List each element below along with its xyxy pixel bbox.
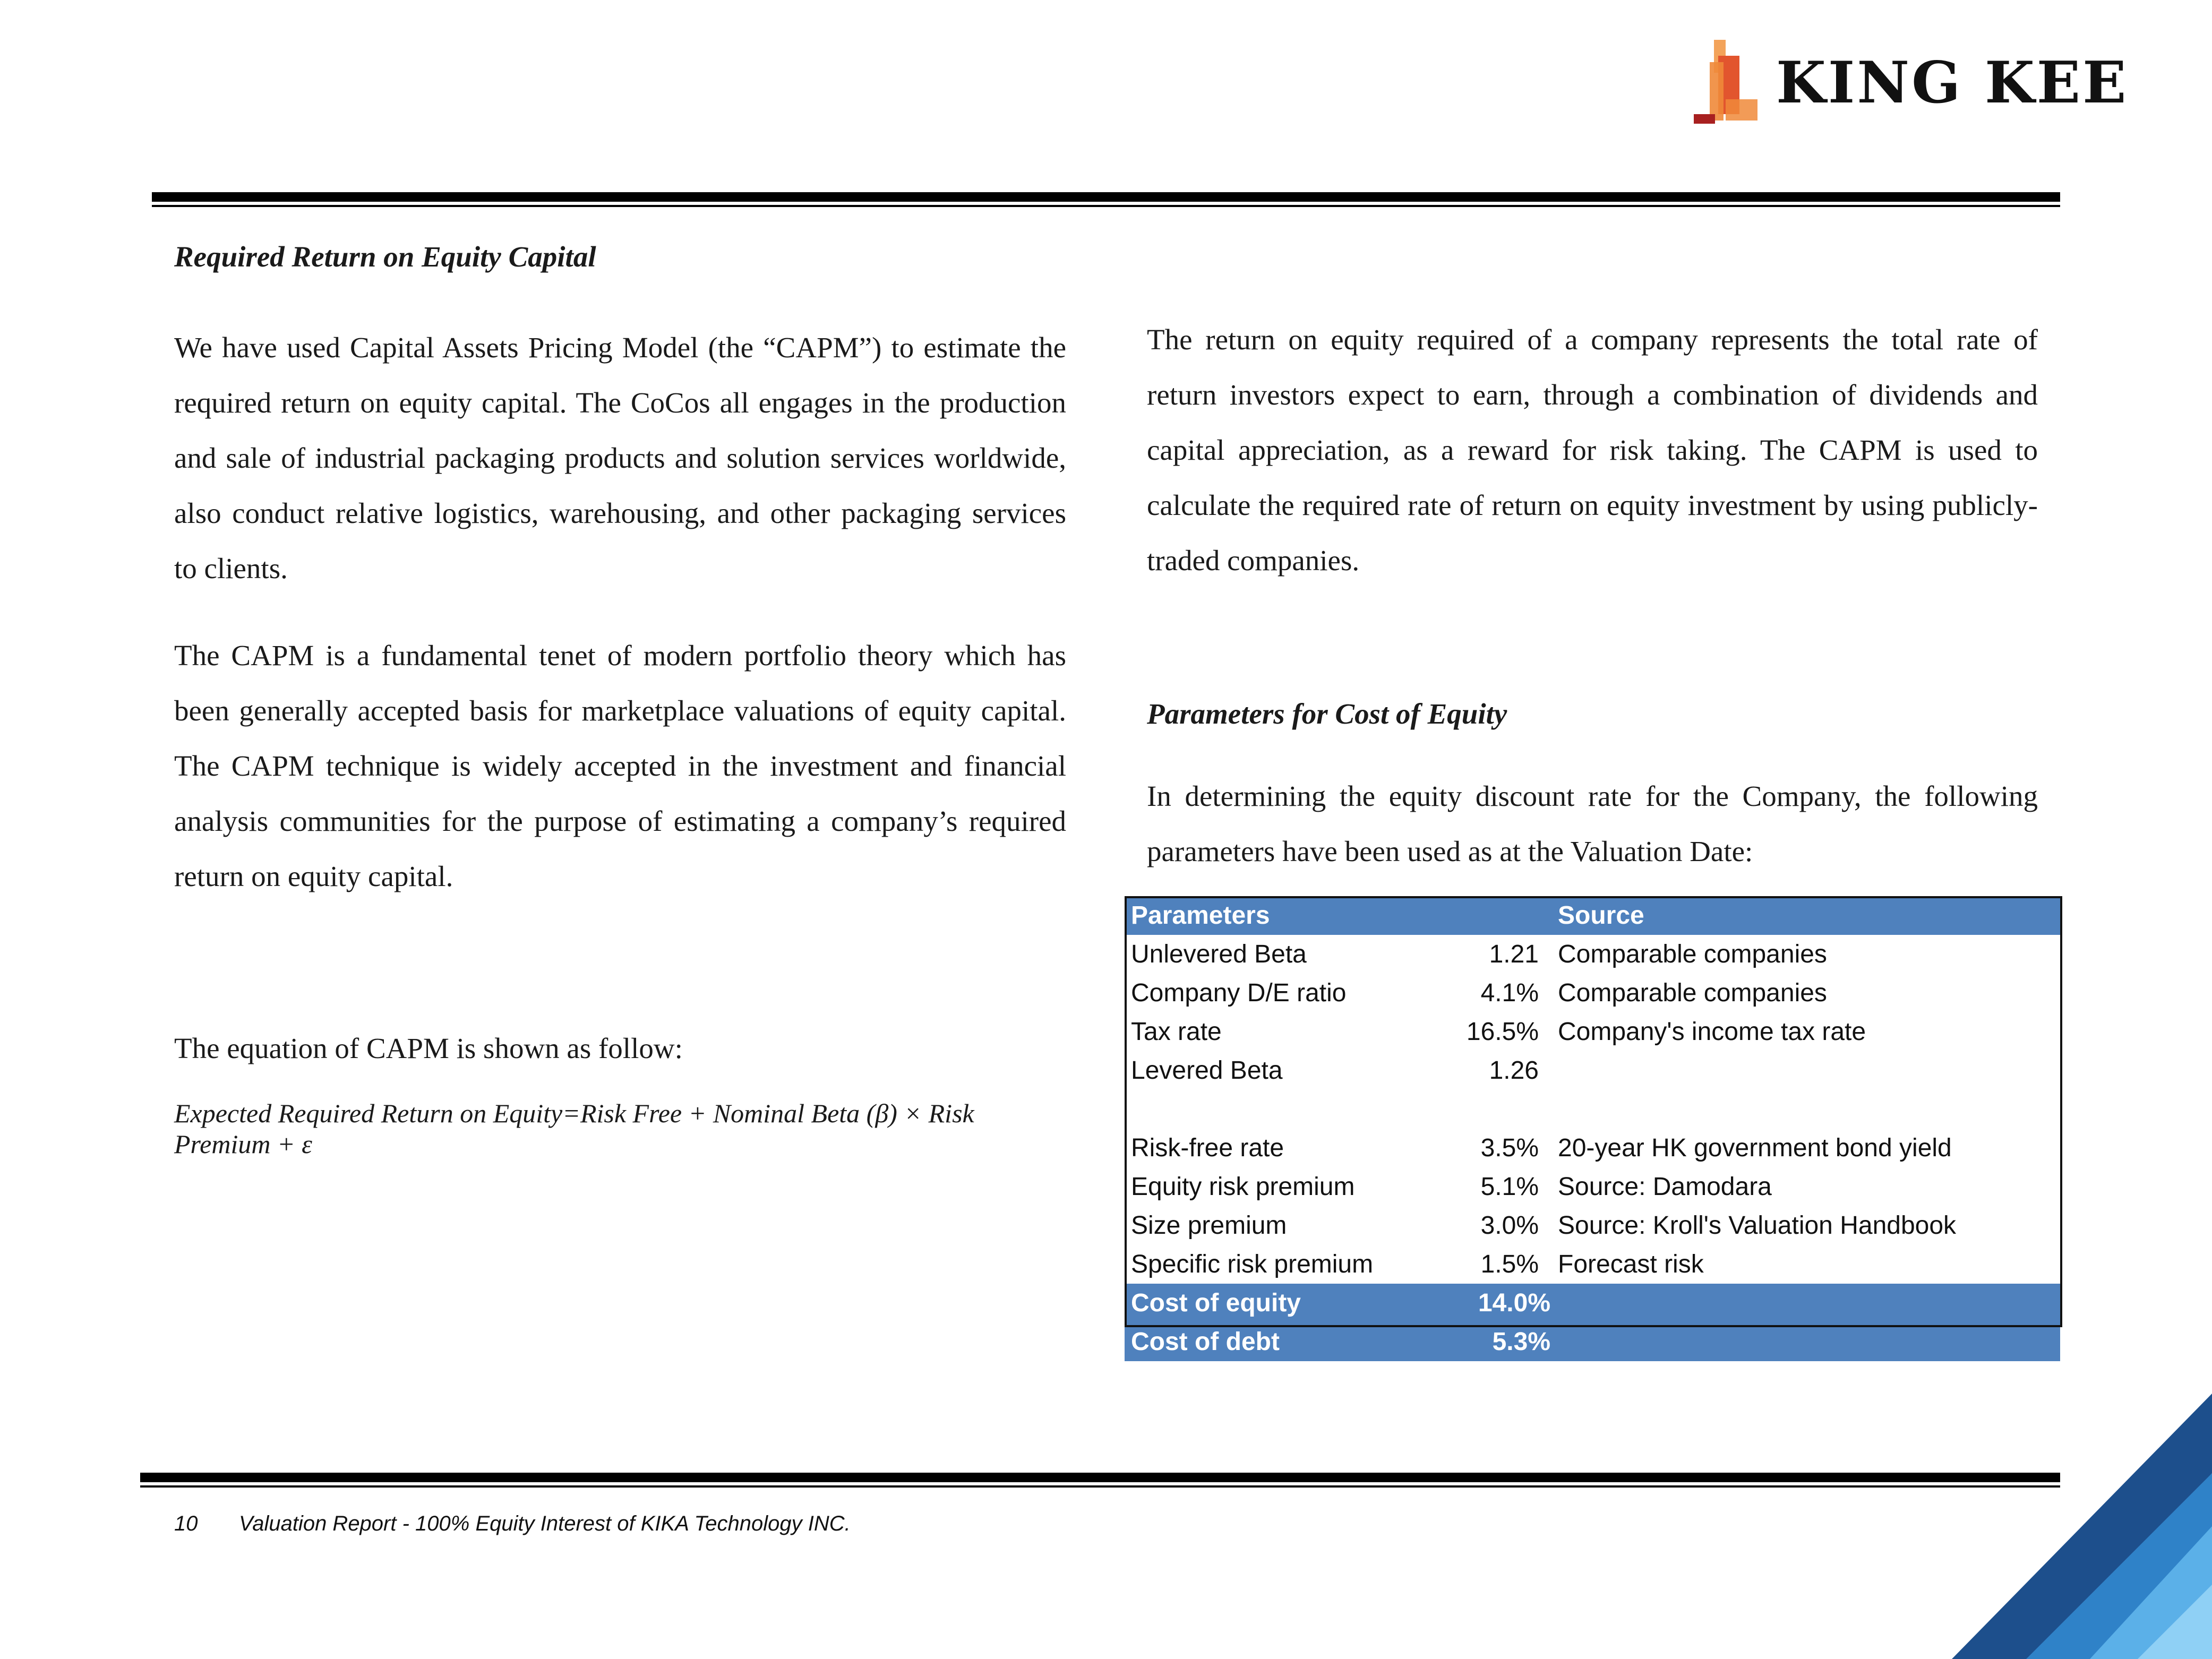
param-source: Comparable companies [1558,940,1827,968]
left-heading: Required Return on Equity Capital [174,240,596,273]
param-source: Source: Damodara [1558,1173,1772,1201]
header-parameters: Parameters [1131,901,1270,930]
brand-name: KING KEE [1776,49,2129,116]
cost-of-debt-value: 5.3% [1492,1328,1550,1356]
header-rule-thick [152,192,2060,202]
table-header-row [1125,896,2060,935]
table-row [1125,974,2060,1012]
cost-of-debt-row [1125,1322,2060,1361]
param-value: 3.5% [1480,1134,1539,1162]
left-para-3-text: The equation of CAPM is shown as follow: [174,1032,683,1064]
param-name: Risk-free rate [1131,1134,1284,1162]
page-footer [174,1512,851,1536]
param-name: Equity risk premium [1131,1173,1355,1201]
param-name: Specific risk premium [1131,1250,1374,1278]
param-source: 20-year HK government bond yield [1558,1134,1952,1162]
report-title: Valuation Report - 100% Equity Interest of KIKA Technology INC. [239,1512,851,1535]
cost-of-debt-label: Cost of debt [1131,1328,1280,1356]
param-value: 1.21 [1489,940,1539,968]
param-value: 5.1% [1480,1173,1539,1201]
footer-rule-thick [140,1473,2060,1482]
company-logo [1694,40,2161,130]
parameters-table [1125,896,2060,1361]
param-source: Company's income tax rate [1558,1018,1866,1046]
table-row [1125,935,2060,974]
param-name: Company D/E ratio [1131,979,1347,1007]
param-name: Levered Beta [1131,1056,1283,1085]
left-para-1-text: We have used Capital Assets Pricing Model (the “CAPM”) to estimate the required return on equity capital. The CoCos all engages in the production and sale of industrial packaging products and solution services worldwide, also conduct relative logistics, warehousing, and other packaging services to clients. [174,331,1066,584]
footer-rule-thin [140,1485,2060,1488]
left-para-2-text: The CAPM is a fundamental tenet of modern portfolio theory which has been generally accepted basis for marketplace valuations of equity capital. The CAPM technique is widely accepted in the investment and financial analysis communities for the purpose of estimating a company’s required return on equity capital. [174,639,1066,892]
param-value: 3.0% [1480,1211,1539,1240]
cost-of-equity-value: 14.0% [1478,1289,1550,1317]
page-number: 10 [174,1512,198,1535]
header-source: Source [1558,901,1644,930]
king-kee-logo-icon [1694,40,1757,130]
param-value: 1.5% [1480,1250,1539,1278]
right-para-1-text: The return on equity required of a company represents the total rate of return investors expect to earn, through a combination of dividends and capital appreciation, as a reward for risk taking. The CAPM is used to calculate the required rate of return on equity investment by using publicly-traded companies. [1147,323,2038,577]
header-rule-thin [152,205,2060,207]
param-value: 1.26 [1489,1056,1539,1085]
table-row [1125,1051,2060,1090]
param-value: 16.5% [1466,1018,1539,1046]
right-para-1 [1147,312,2038,588]
table-row [1125,1206,2060,1245]
capm-equation: Expected Required Return on Equity=Risk Free + Nominal Beta (β) × Risk Premium + ε [174,1098,974,1159]
right-heading: Parameters for Cost of Equity [1147,698,1507,730]
param-name: Size premium [1131,1211,1287,1240]
table-row [1125,1012,2060,1051]
left-para-1 [174,320,1066,596]
param-source: Comparable companies [1558,979,1827,1007]
table-row [1125,1245,2060,1284]
right-para-2-text: In determining the equity discount rate for the Company, the following parameters have been used as at the Valuation Date: [1147,780,2038,867]
param-name: Tax rate [1131,1018,1222,1046]
param-source: Forecast risk [1558,1250,1704,1278]
table-spacer-row [1125,1090,2060,1129]
table-row [1125,1167,2060,1206]
right-para-2 [1147,769,2038,879]
cost-of-equity-row [1125,1284,2060,1322]
corner-decoration-icon [1915,1394,2212,1659]
param-source: Source: Kroll's Valuation Handbook [1558,1211,1957,1240]
left-para-2 [174,628,1066,904]
param-value: 4.1% [1480,979,1539,1007]
cost-of-equity-label: Cost of equity [1131,1289,1301,1317]
param-name: Unlevered Beta [1131,940,1307,968]
table-row [1125,1129,2060,1167]
left-para-3 [174,1021,1066,1076]
